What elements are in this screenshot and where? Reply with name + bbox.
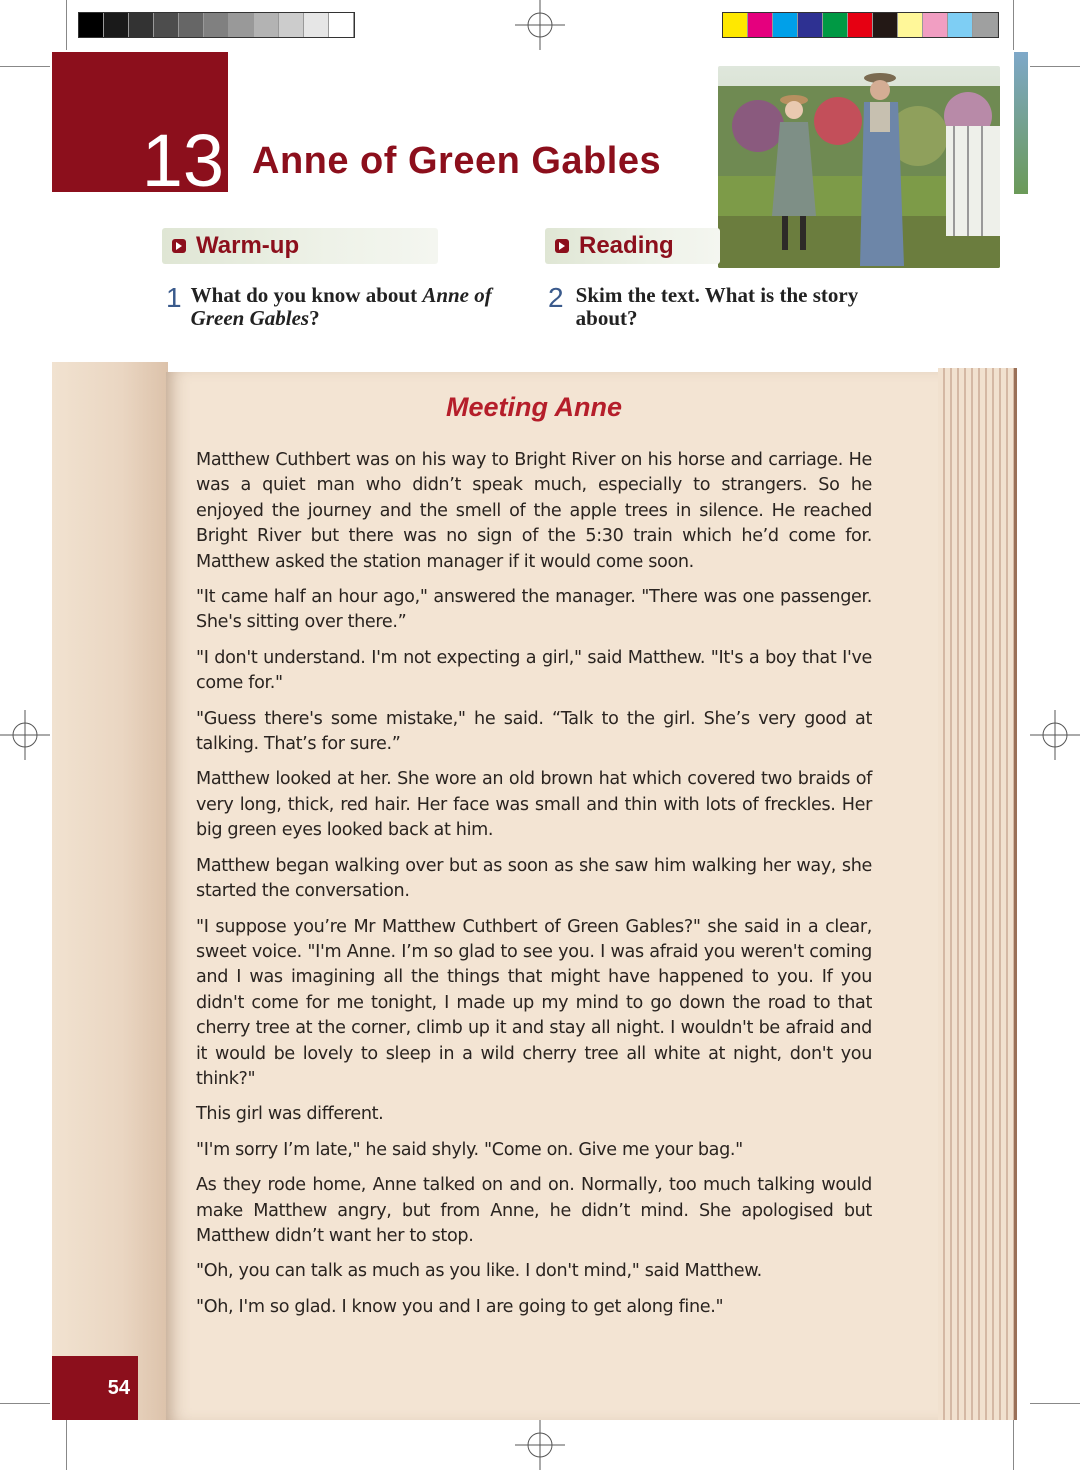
task-number: 2 (548, 282, 564, 313)
swatch (798, 13, 823, 37)
swatch (329, 13, 354, 37)
task-text: Skim the text. What is the story about? (575, 283, 859, 330)
crop-mark (1030, 1403, 1080, 1404)
crop-mark (1013, 0, 1014, 50)
swatch (898, 13, 923, 37)
bullet-icon (172, 239, 186, 253)
story-paragraph: "Oh, you can talk as much as you like. I don't mind," said Matthew. (196, 1261, 762, 1282)
story-paragraph: "Oh, I'm so glad. I know you and I are going to get along fine." (196, 1296, 724, 1317)
story-paragraph: "I suppose you’re Mr Matthew Cuthbert of Green Gables?" she said in a clear, sweet voice. "I'm Anne. I’m so glad to see you. I was afraid you weren't coming and I was imagining all the things that might have happened to you. If you didn't come for me tonight, I made up my mind to go down the road to that cherry tree at the corner, climb up it and stay all night. I wouldn't be afraid and it would be lovely to sleep in a wild cherry tree all white at night, don't you think?" (196, 916, 872, 1089)
story-paragraph: As they rode home, Anne talked on and on. Normally, too much talking would make Matthew angry, but from Anne, he didn’t mind. She apologised but Matthew didn’t want her to stop. (196, 1175, 872, 1246)
chapter-number-box (52, 52, 228, 202)
crop-mark (1013, 1420, 1014, 1470)
swatch (229, 13, 254, 37)
story-paragraph: "Guess there's some mistake," he said. “Talk to the girl. She’s very good at talking. That’s for sure.” (196, 708, 872, 755)
swatch (873, 13, 898, 37)
task-number: 1 (166, 282, 182, 313)
story-paragraph: "It came half an hour ago," answered the manager. "There was one passenger. She's sitting over there.” (196, 587, 872, 633)
book-page-edges (938, 368, 1017, 1420)
story-paragraph: Matthew looked at her. She wore an old brown hat which covered two braids of very long, thick, red hair. Her face was small and thin with lots of freckles. Her big green eyes looked back at him. (196, 769, 872, 841)
page-number: 54 (52, 1356, 138, 1420)
grayscale-bar (78, 12, 355, 38)
swatch (304, 13, 329, 37)
reading-label: Reading (579, 232, 674, 259)
swatch (923, 13, 948, 37)
swatch (204, 13, 229, 37)
crop-mark (1030, 66, 1080, 67)
book-illustration (52, 362, 1014, 1420)
registration-mark-icon (515, 1420, 565, 1470)
story-text (196, 448, 872, 1330)
crop-mark (0, 66, 50, 67)
swatch (848, 13, 873, 37)
chapter-number: 13 (141, 119, 224, 202)
story-paragraph: Matthew began walking over but as soon as she saw him walking her way, she started the conversation. (196, 855, 872, 902)
swatch (823, 13, 848, 37)
story-paragraph: This girl was different. (196, 1104, 384, 1125)
registration-mark-icon (0, 710, 50, 760)
story-paragraph: Matthew Cuthbert was on his way to Bright River on his horse and carriage. He was a quiet man who didn’t speak much, especially to strangers. So he enjoyed the journey and the smell of the apple trees in silence. He reached Bright River but there was no sign of the 5:30 train which he’d come for. Matthew asked the station manager if it would come soon. (196, 450, 872, 572)
reading-heading (545, 228, 720, 264)
swatch (773, 13, 798, 37)
book-left-page (52, 362, 168, 1420)
task-text: What do you know about Anne of Green Gables? (190, 283, 492, 330)
swatch (279, 13, 304, 37)
warmup-heading (162, 228, 438, 264)
bullet-icon (555, 239, 569, 253)
swatch (154, 13, 179, 37)
story-title: Meeting Anne (445, 392, 622, 422)
swatch (254, 13, 279, 37)
chapter-title: Anne of Green Gables (252, 140, 662, 182)
photo-icon (718, 66, 1000, 268)
story-paragraph: "I'm sorry I’m late," he said shyly. "Come on. Give me your bag." (196, 1139, 743, 1160)
swatch (104, 13, 129, 37)
reading-task (548, 284, 878, 330)
swatch (129, 13, 154, 37)
story-paragraph: "I don't understand. I'm not expecting a girl," said Matthew. "It's a boy that I've come for." (196, 647, 872, 694)
swatch (748, 13, 773, 37)
warmup-label: Warm-up (196, 232, 300, 259)
swatch (948, 13, 973, 37)
photo-edge (1014, 52, 1028, 194)
swatch (179, 13, 204, 37)
swatch (723, 13, 748, 37)
color-bar (722, 12, 999, 38)
crop-mark (66, 0, 67, 50)
crop-mark (66, 1420, 67, 1470)
swatch (79, 13, 104, 37)
header-photo (718, 66, 1000, 268)
crop-mark (0, 1403, 50, 1404)
swatch (973, 13, 998, 37)
warmup-task (166, 284, 526, 330)
registration-mark-icon (1030, 710, 1080, 760)
registration-mark-icon (515, 0, 565, 50)
